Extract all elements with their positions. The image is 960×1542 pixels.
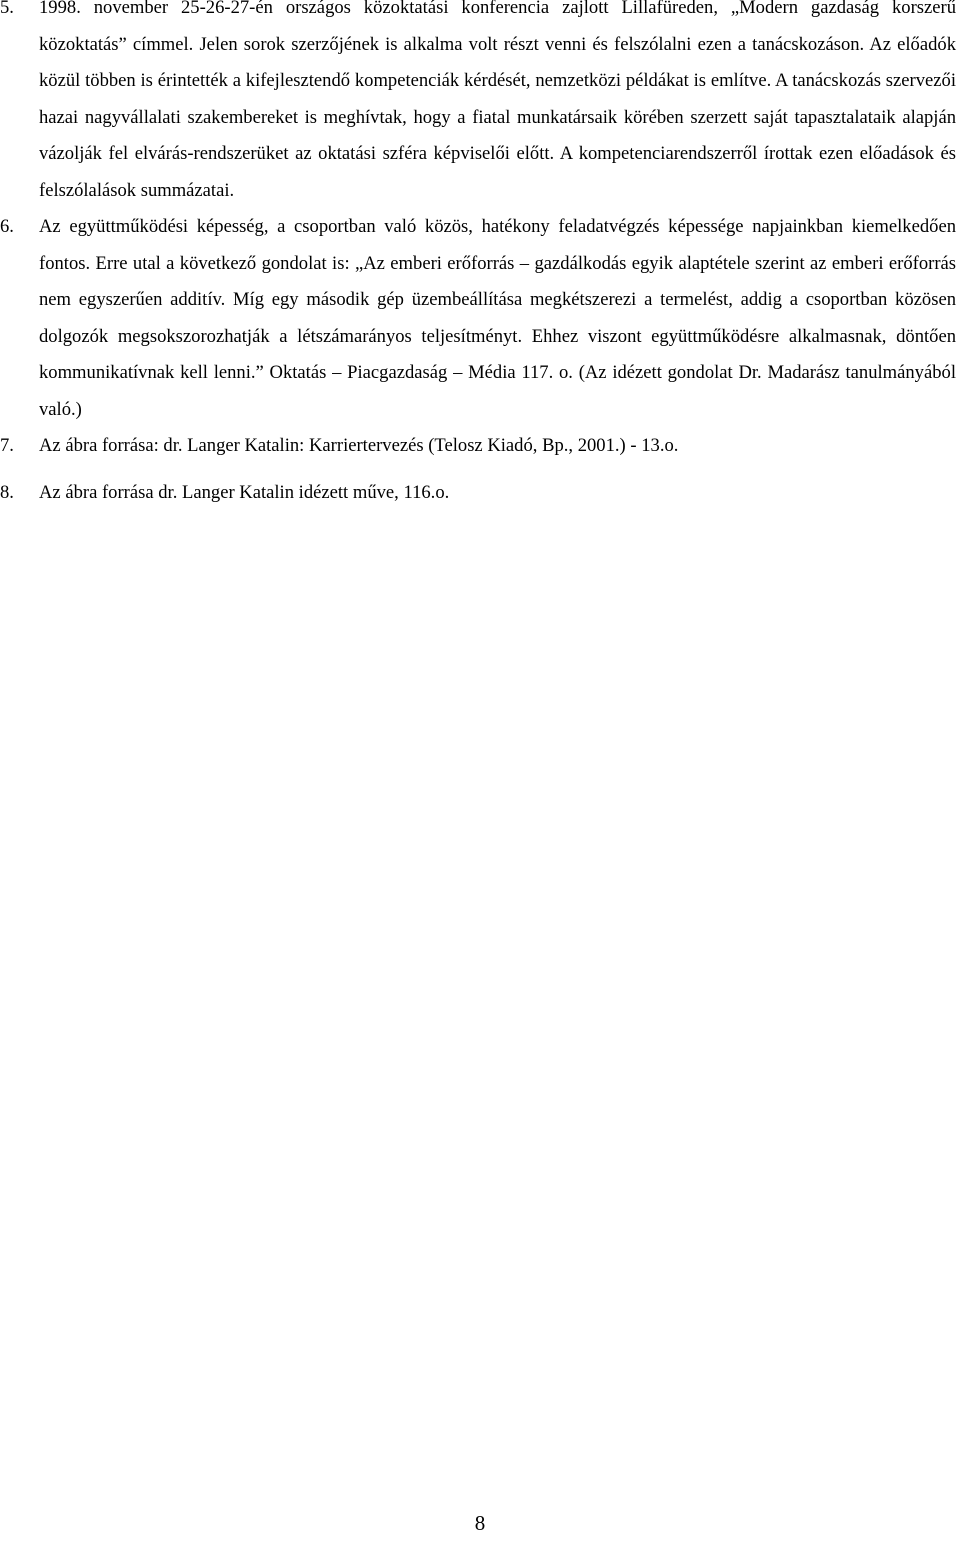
footnote-number: 7.: [0, 435, 14, 456]
footnote-text: 1998. november 25-26-27-én országos közoktatási konferencia zajlott Lillafüreden, „Modern gazdaság korszerű közoktatás” címmel. Jelen sorok szerzőjének is alkalma volt részt venni és felszólalni ezen a tanácskozáson. Az előadók közül többen is érintették a kifejlesztendő kompetenciák kérdését, nemzetközi példákat is említve. A tanácskozás szervezői hazai nagyvállalati szakembereket is meghívtak, hogy a fiatal munkatársaik körében szerzett saját tapasztalataik alapján vázolják fel elvárás-rendszerüket az oktatási szféra képviselői előtt. A kompetenciarendszerről írottak ezen előadások és felszólalások summázatai.: [39, 0, 956, 201]
footnote-text: Az ábra forrása dr. Langer Katalin idézett műve, 116.o.: [39, 481, 450, 503]
page-number: 8: [474, 1511, 486, 1535]
footnote-text: Az együttműködési képesség, a csoportban való közös, hatékony feladatvégzés képessége napjainkban kiemelkedően fontos. Erre utal a következő gondolat is: „Az emberi erőforrás – gazdálkodás egyik alaptétele szerint az emberi erőforrás nem egyszerűen additív. Míg egy második gép üzembeállítása megkétszerezi a termelést, addig a csoportban közösen dolgozók megsokszorozhatják a létszámarányos teljesítményt. Ehhez viszont együttműködésre alkalmasnak, döntően kommunikatívnak kell lenni.” Oktatás – Piacgazdaság – Média 117. o. (Az idézett gondolat Dr. Madarász tanulmányából való.): [39, 216, 956, 420]
footnote-6: [0, 209, 956, 428]
footnote-text: Az ábra forrása: dr. Langer Katalin: Karriertervezés (Telosz Kiadó, Bp., 2001.) - 13.o.: [39, 435, 679, 456]
footnotes-section: [0, 0, 956, 511]
footnote-number: 8.: [0, 481, 14, 503]
footnote-number: 5.: [0, 0, 14, 18]
footnote-5: [0, 0, 956, 209]
footnote-7: [0, 428, 956, 465]
footnote-8: [0, 475, 956, 512]
footnote-number: 6.: [0, 216, 14, 237]
